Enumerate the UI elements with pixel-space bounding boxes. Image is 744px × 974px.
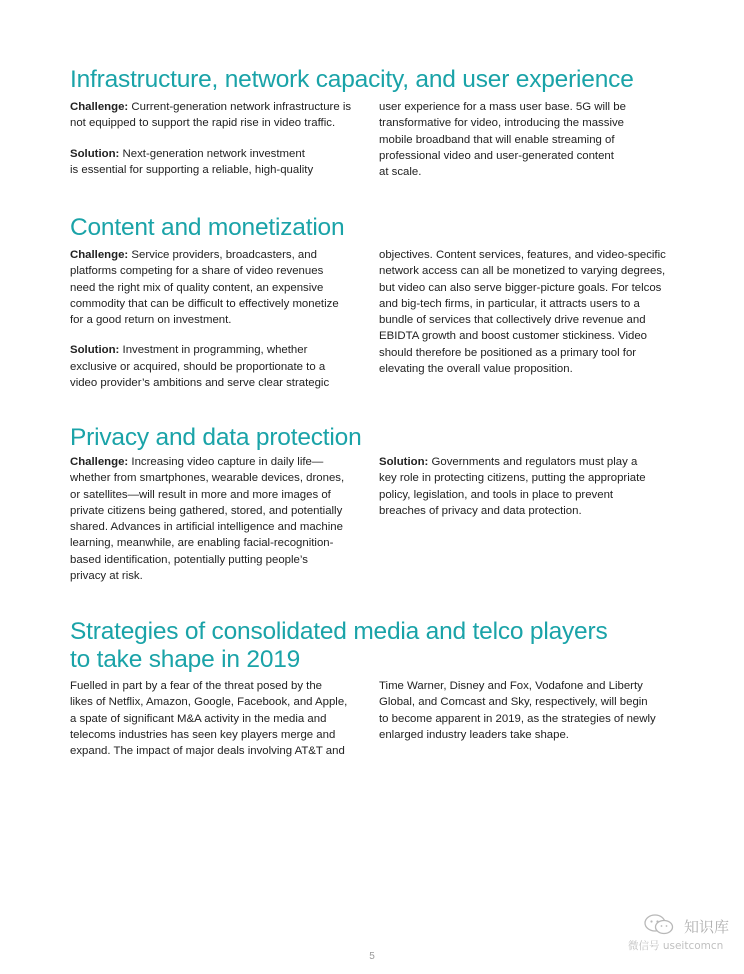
infrastructure-right-column: user experience for a mass user base. 5G will be transformative for video, introducing the massive mobile broadband that will enable streaming of professional video and user-generated content at scale. <box>379 101 626 179</box>
challenge-label: Challenge: <box>70 101 129 113</box>
page-number: 5 <box>369 951 375 962</box>
section-heading-content-monetization: Content and monetization <box>70 214 345 241</box>
watermark-subtitle: 微信号 useitcomcn <box>628 940 724 952</box>
strategies-left-column: Fuelled in part by a fear of the threat posed by the likes of Netflix, Amazon, Google, Facebook, and Apple, a spate of significant M&A activity in the media and telecoms industries has seen key players merge and expand. The impact of major deals involving AT&T and <box>70 680 348 758</box>
content-right-column: objectives. Content services, features, and video-specific network access can all be monetized to varying degrees, but video can also serve bigger-picture goals. For telcos and big-tech firms, in particular, it attracts users to a bundle of services that collectively drive revenue and EBIDTA growth and boost customer stickiness. Video should therefore be positioned as a primary tool for elevating the overall value proposition. <box>379 249 666 376</box>
infrastructure-left-column: Challenge: Current-generation network infrastructure is not equipped to support the rapid rise in video traffic. Solution: Next-generation network investment is essential for supporting a reliable, high-quality <box>70 101 352 176</box>
watermark <box>628 914 738 954</box>
content-left-column: Challenge: Service providers, broadcasters, and platforms competing for a share of video revenues need the right mix of quality content, an expensive commodity that can be difficult to effectively monetize for a good return on investment. Solution: Investment in programming, whether exclusive or acquired, should be proportionate to a video provider’s ambitions and serve clear strategic <box>70 249 339 390</box>
solution-label: Solution: <box>70 147 120 160</box>
wechat-icon <box>644 914 674 936</box>
privacy-left-column: Challenge: Increasing video capture in daily life— whether from smartphones, wearable devices, drones, or satellites—will result in more and more images of private citizens being gathered, stored, and potentially shared. Advances in artificial intelligence and machine learning, meanwhile, are enabling facial-recognition- based identification, potentially putting people’s privacy at risk. <box>70 456 345 583</box>
section-heading-infrastructure: Infrastructure, network capacity, and user experience <box>70 66 634 93</box>
section-heading-strategies: Strategies of consolidated media and telco players to take shape in 2019 <box>70 618 608 673</box>
solution-label: Solution: <box>379 456 429 468</box>
challenge-label: Challenge: <box>70 456 129 468</box>
privacy-right-column: Solution: Governments and regulators must play a key role in protecting citizens, putting the appropriate policy, legislation, and tools in place to prevent breaches of privacy and data protection. <box>379 456 646 517</box>
watermark-title: 知识库 <box>684 918 730 936</box>
challenge-label: Challenge: <box>70 249 129 261</box>
strategies-right-column: Time Warner, Disney and Fox, Vodafone and Liberty Global, and Comcast and Sky, respectively, will begin to become apparent in 2019, as the strategies of newly enlarged industry leaders take shape. <box>379 680 656 741</box>
solution-label: Solution: <box>70 344 120 357</box>
section-heading-privacy: Privacy and data protection <box>70 424 362 451</box>
